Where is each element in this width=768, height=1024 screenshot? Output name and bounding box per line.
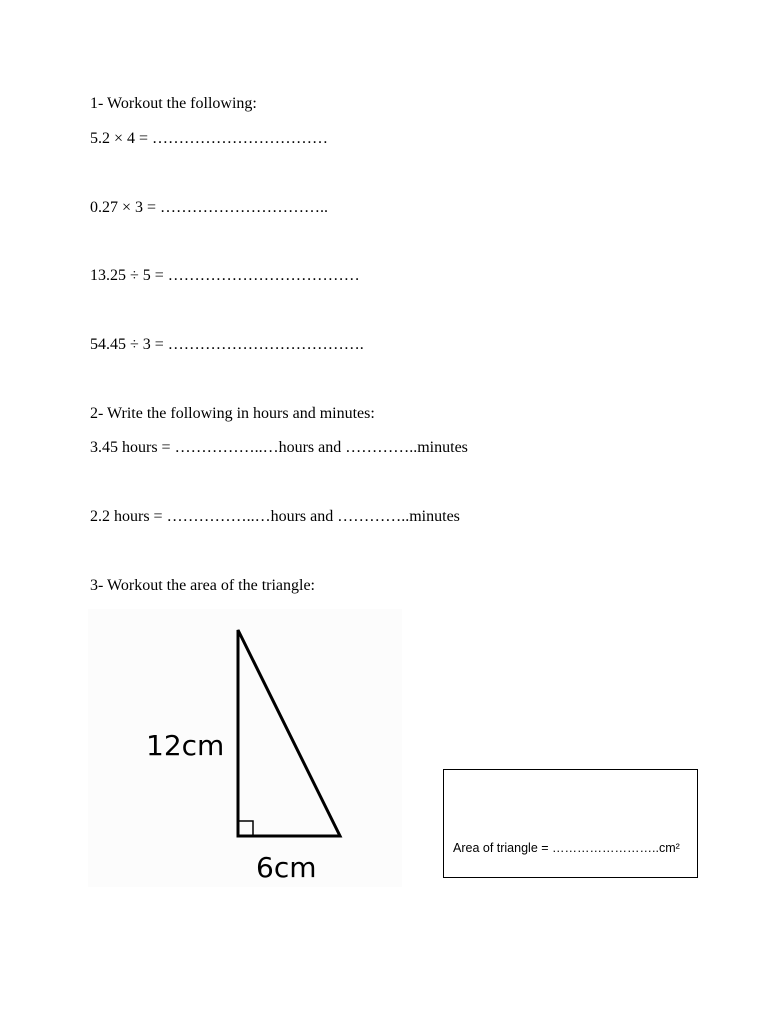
triangle-figure xyxy=(88,609,402,887)
q1-item-2: 0.27 × 3 = ………………………….. xyxy=(90,199,329,216)
base-label: 6cm xyxy=(256,851,317,884)
q2-item-2: 2.2 hours = ……………..…hours and …………..minutes xyxy=(90,508,460,525)
q2-heading: 2- Write the following in hours and minutes: xyxy=(90,405,375,422)
right-triangle xyxy=(238,630,340,836)
q1-heading: 1- Workout the following: xyxy=(90,95,257,112)
q1-item-1: 5.2 × 4 = …………………………… xyxy=(90,130,329,147)
q2-item-1: 3.45 hours = ……………..…hours and …………..minutes xyxy=(90,439,468,456)
q1-item-4: 54.45 ÷ 3 = ………………………………. xyxy=(90,336,364,353)
answer-box xyxy=(443,769,698,878)
q3-heading: 3- Workout the area of the triangle: xyxy=(90,577,315,594)
triangle-diagram xyxy=(88,609,402,887)
area-answer-line: Area of triangle = ……………………..cm² xyxy=(453,841,680,855)
q1-item-3: 13.25 ÷ 5 = ……………………………… xyxy=(90,267,360,284)
height-label: 12cm xyxy=(146,729,225,762)
right-angle-marker xyxy=(238,821,253,836)
